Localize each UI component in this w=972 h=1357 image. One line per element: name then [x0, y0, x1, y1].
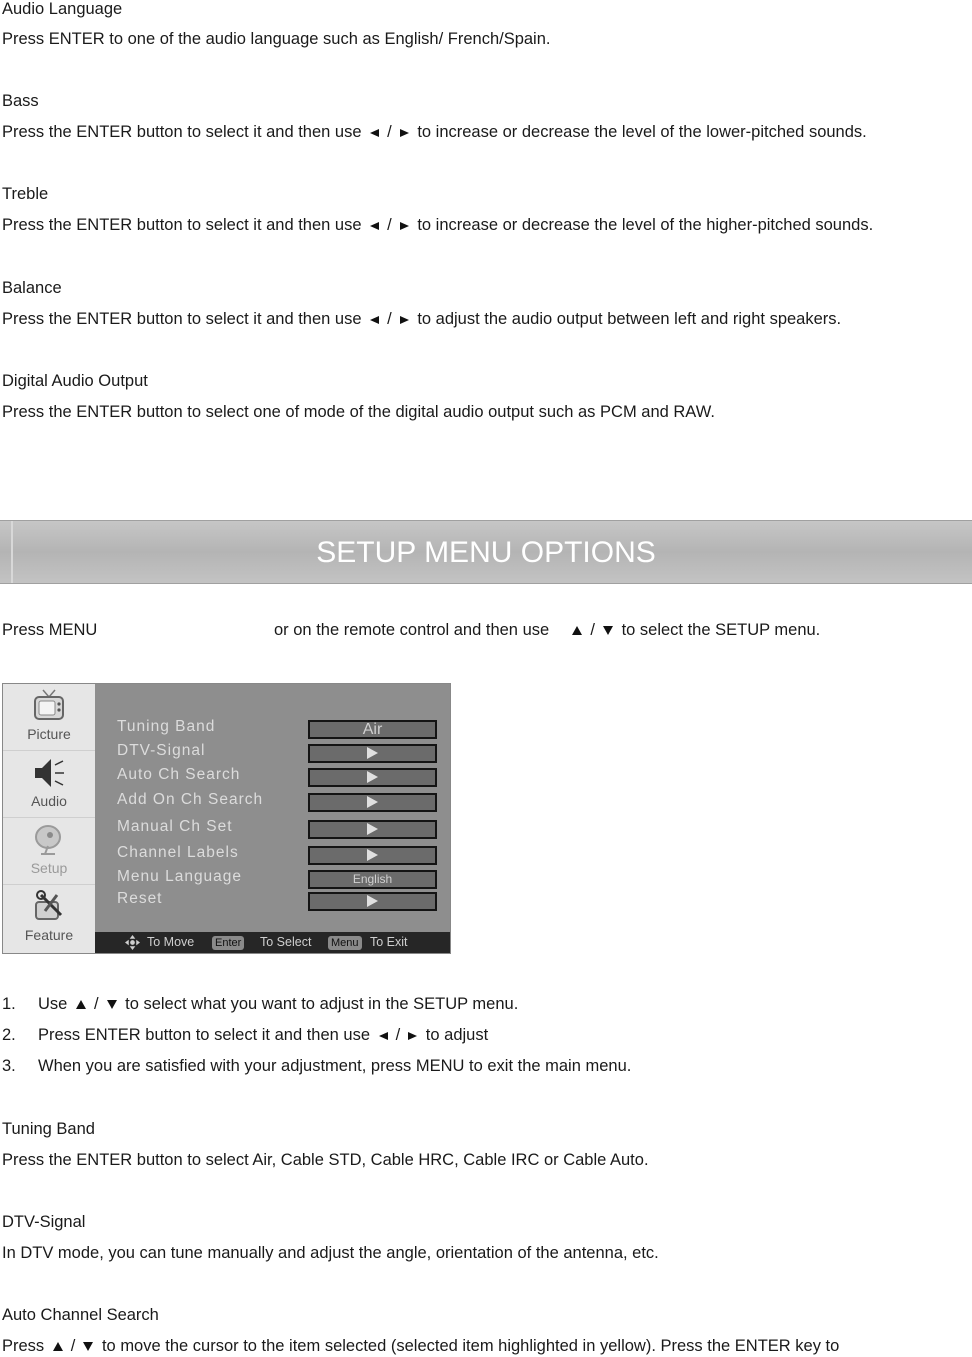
up-arrow-icon	[572, 626, 582, 635]
tuning-band-text: Press the ENTER button to select Air, Cable STD, Cable HRC, Cable IRC or Cable Auto.	[2, 1151, 649, 1169]
up-arrow-icon	[76, 1000, 86, 1009]
auto-channel-search-text	[2, 1337, 839, 1356]
osd-row-manual-ch-set[interactable]	[117, 818, 447, 840]
bass-text-before: Press the ENTER button to select it and then use	[2, 123, 362, 141]
osd-row-label: Reset	[117, 890, 163, 907]
dtv-signal-text: In DTV mode, you can tune manually and adjust the angle, orientation of the antenna, etc.	[2, 1244, 659, 1262]
osd-row-value: Air	[308, 720, 437, 739]
intro-part3: to select the SETUP menu.	[621, 621, 821, 639]
osd-row-label: Channel Labels	[117, 844, 239, 861]
step-2-after: to adjust	[425, 1026, 489, 1044]
osd-row-label: Tuning Band	[117, 718, 216, 735]
down-arrow-icon	[83, 1342, 93, 1351]
osd-tab-label: Feature	[24, 927, 74, 943]
slash: /	[387, 216, 392, 234]
osd-row-label: Auto Ch Search	[117, 766, 241, 783]
osd-row-menu-language[interactable]	[117, 868, 447, 890]
intro-part1: Press MENU	[2, 621, 98, 639]
step-1-before: Use	[38, 995, 68, 1013]
digital-audio-output-heading: Digital Audio Output	[2, 372, 148, 390]
balance-heading: Balance	[2, 279, 62, 297]
left-arrow-icon	[379, 1032, 388, 1040]
osd-row-value: English	[308, 870, 437, 889]
slash: /	[387, 123, 392, 141]
arrow-right-icon	[367, 747, 378, 759]
osd-row-label: Add On Ch Search	[117, 791, 264, 808]
auto-channel-search-after: to move the cursor to the item selected (selected item highlighted in yellow). Press the ENTER key to	[101, 1337, 840, 1355]
balance-text-before: Press the ENTER button to select it and then use	[2, 310, 362, 328]
bass-heading: Bass	[2, 92, 39, 110]
osd-tab-label: Picture	[27, 726, 71, 742]
enter-key-badge: Enter	[212, 936, 244, 950]
step-1-after: to select what you want to adjust in the SETUP menu.	[125, 995, 519, 1013]
step-2-before: Press ENTER button to select it and then use	[38, 1026, 371, 1044]
slash: /	[70, 1337, 76, 1355]
slash: /	[93, 995, 99, 1013]
osd-main-panel	[95, 684, 450, 932]
bass-text-after: to increase or decrease the level of the lower-pitched sounds.	[417, 123, 867, 141]
treble-text	[2, 216, 873, 235]
audio-language-heading: Audio Language	[2, 0, 123, 18]
slash: /	[590, 621, 595, 639]
treble-text-before: Press the ENTER button to select it and then use	[2, 216, 362, 234]
osd-sidebar	[3, 684, 95, 953]
right-arrow-icon	[408, 1032, 417, 1040]
treble-heading: Treble	[2, 185, 49, 203]
osd-row-label: Manual Ch Set	[117, 818, 233, 835]
left-arrow-icon	[370, 129, 379, 137]
osd-tab-label: Audio	[31, 793, 67, 809]
down-arrow-icon	[603, 626, 613, 635]
bass-text	[2, 123, 867, 142]
auto-channel-search-before: Press	[2, 1337, 45, 1355]
slash: /	[387, 310, 392, 328]
osd-row-value	[308, 846, 437, 865]
osd-row-reset[interactable]	[117, 890, 447, 912]
osd-row-value	[308, 793, 437, 812]
osd-tab-picture[interactable]	[3, 684, 95, 751]
left-arrow-icon	[370, 222, 379, 230]
speaker-icon	[31, 755, 67, 791]
arrow-right-icon	[367, 771, 378, 783]
step-3-number: 3.	[2, 1057, 16, 1075]
move-arrows-icon	[125, 935, 140, 950]
audio-language-text: Press ENTER to one of the audio language such as English/ French/Spain.	[2, 30, 551, 48]
digital-audio-output-text: Press the ENTER button to select one of mode of the digital audio output such as PCM and RAW.	[2, 403, 715, 421]
dtv-signal-heading: DTV-Signal	[2, 1213, 86, 1231]
osd-tab-label: Setup	[30, 860, 68, 876]
osd-tab-feature[interactable]	[3, 885, 95, 951]
osd-footer-enter	[212, 932, 244, 953]
osd-row-value	[308, 892, 437, 911]
osd-tab-setup[interactable]	[3, 818, 95, 885]
osd-row-auto-ch-search[interactable]	[117, 766, 447, 788]
arrow-right-icon	[367, 849, 378, 861]
step-1-text	[38, 995, 518, 1014]
step-3-text: When you are satisfied with your adjustment, press MENU to exit the main menu.	[38, 1057, 632, 1075]
osd-footer-menu	[328, 932, 362, 953]
setup-menu-osd	[2, 683, 451, 954]
right-arrow-icon	[400, 222, 409, 230]
arrow-right-icon	[367, 823, 378, 835]
step-1-number: 1.	[2, 995, 16, 1013]
up-arrow-icon	[53, 1342, 63, 1351]
slash: /	[395, 1026, 401, 1044]
step-2-text	[38, 1026, 488, 1045]
osd-row-value	[308, 744, 437, 763]
osd-row-label: DTV-Signal	[117, 742, 206, 759]
osd-footer	[95, 932, 450, 953]
auto-channel-search-heading: Auto Channel Search	[2, 1306, 159, 1324]
tuning-band-heading: Tuning Band	[2, 1120, 95, 1138]
step-2-number: 2.	[2, 1026, 16, 1044]
arrow-right-icon	[367, 796, 378, 808]
arrow-right-icon	[367, 895, 378, 907]
osd-tab-audio[interactable]	[3, 751, 95, 818]
osd-row-add-on-ch-search[interactable]	[117, 791, 447, 813]
section-banner	[0, 520, 972, 584]
osd-row-channel-labels[interactable]	[117, 844, 447, 866]
menu-key-badge: Menu	[328, 936, 362, 950]
osd-row-value	[308, 768, 437, 787]
osd-row-value	[308, 820, 437, 839]
osd-row-tuning-band[interactable]	[117, 718, 447, 740]
intro-part2: or on the remote control and then use	[274, 621, 550, 639]
balance-text	[2, 310, 841, 329]
intro-rest	[274, 621, 820, 640]
osd-row-label: Menu Language	[117, 868, 243, 885]
osd-footer-exit: To Exit	[370, 935, 408, 949]
osd-footer-select: To Select	[260, 935, 312, 949]
right-arrow-icon	[400, 316, 409, 324]
down-arrow-icon	[107, 1000, 117, 1009]
balance-text-after: to adjust the audio output between left and right speakers.	[417, 310, 842, 328]
satellite-dish-icon	[31, 822, 67, 858]
osd-row-dtv-signal[interactable]	[117, 742, 447, 764]
right-arrow-icon	[400, 129, 409, 137]
osd-footer-move: To Move	[147, 935, 195, 949]
tv-icon	[31, 688, 67, 724]
tools-icon	[31, 889, 67, 925]
treble-text-after: to increase or decrease the level of the higher-pitched sounds.	[417, 216, 874, 234]
banner-title: SETUP MENU OPTIONS	[316, 536, 656, 569]
left-arrow-icon	[370, 316, 379, 324]
